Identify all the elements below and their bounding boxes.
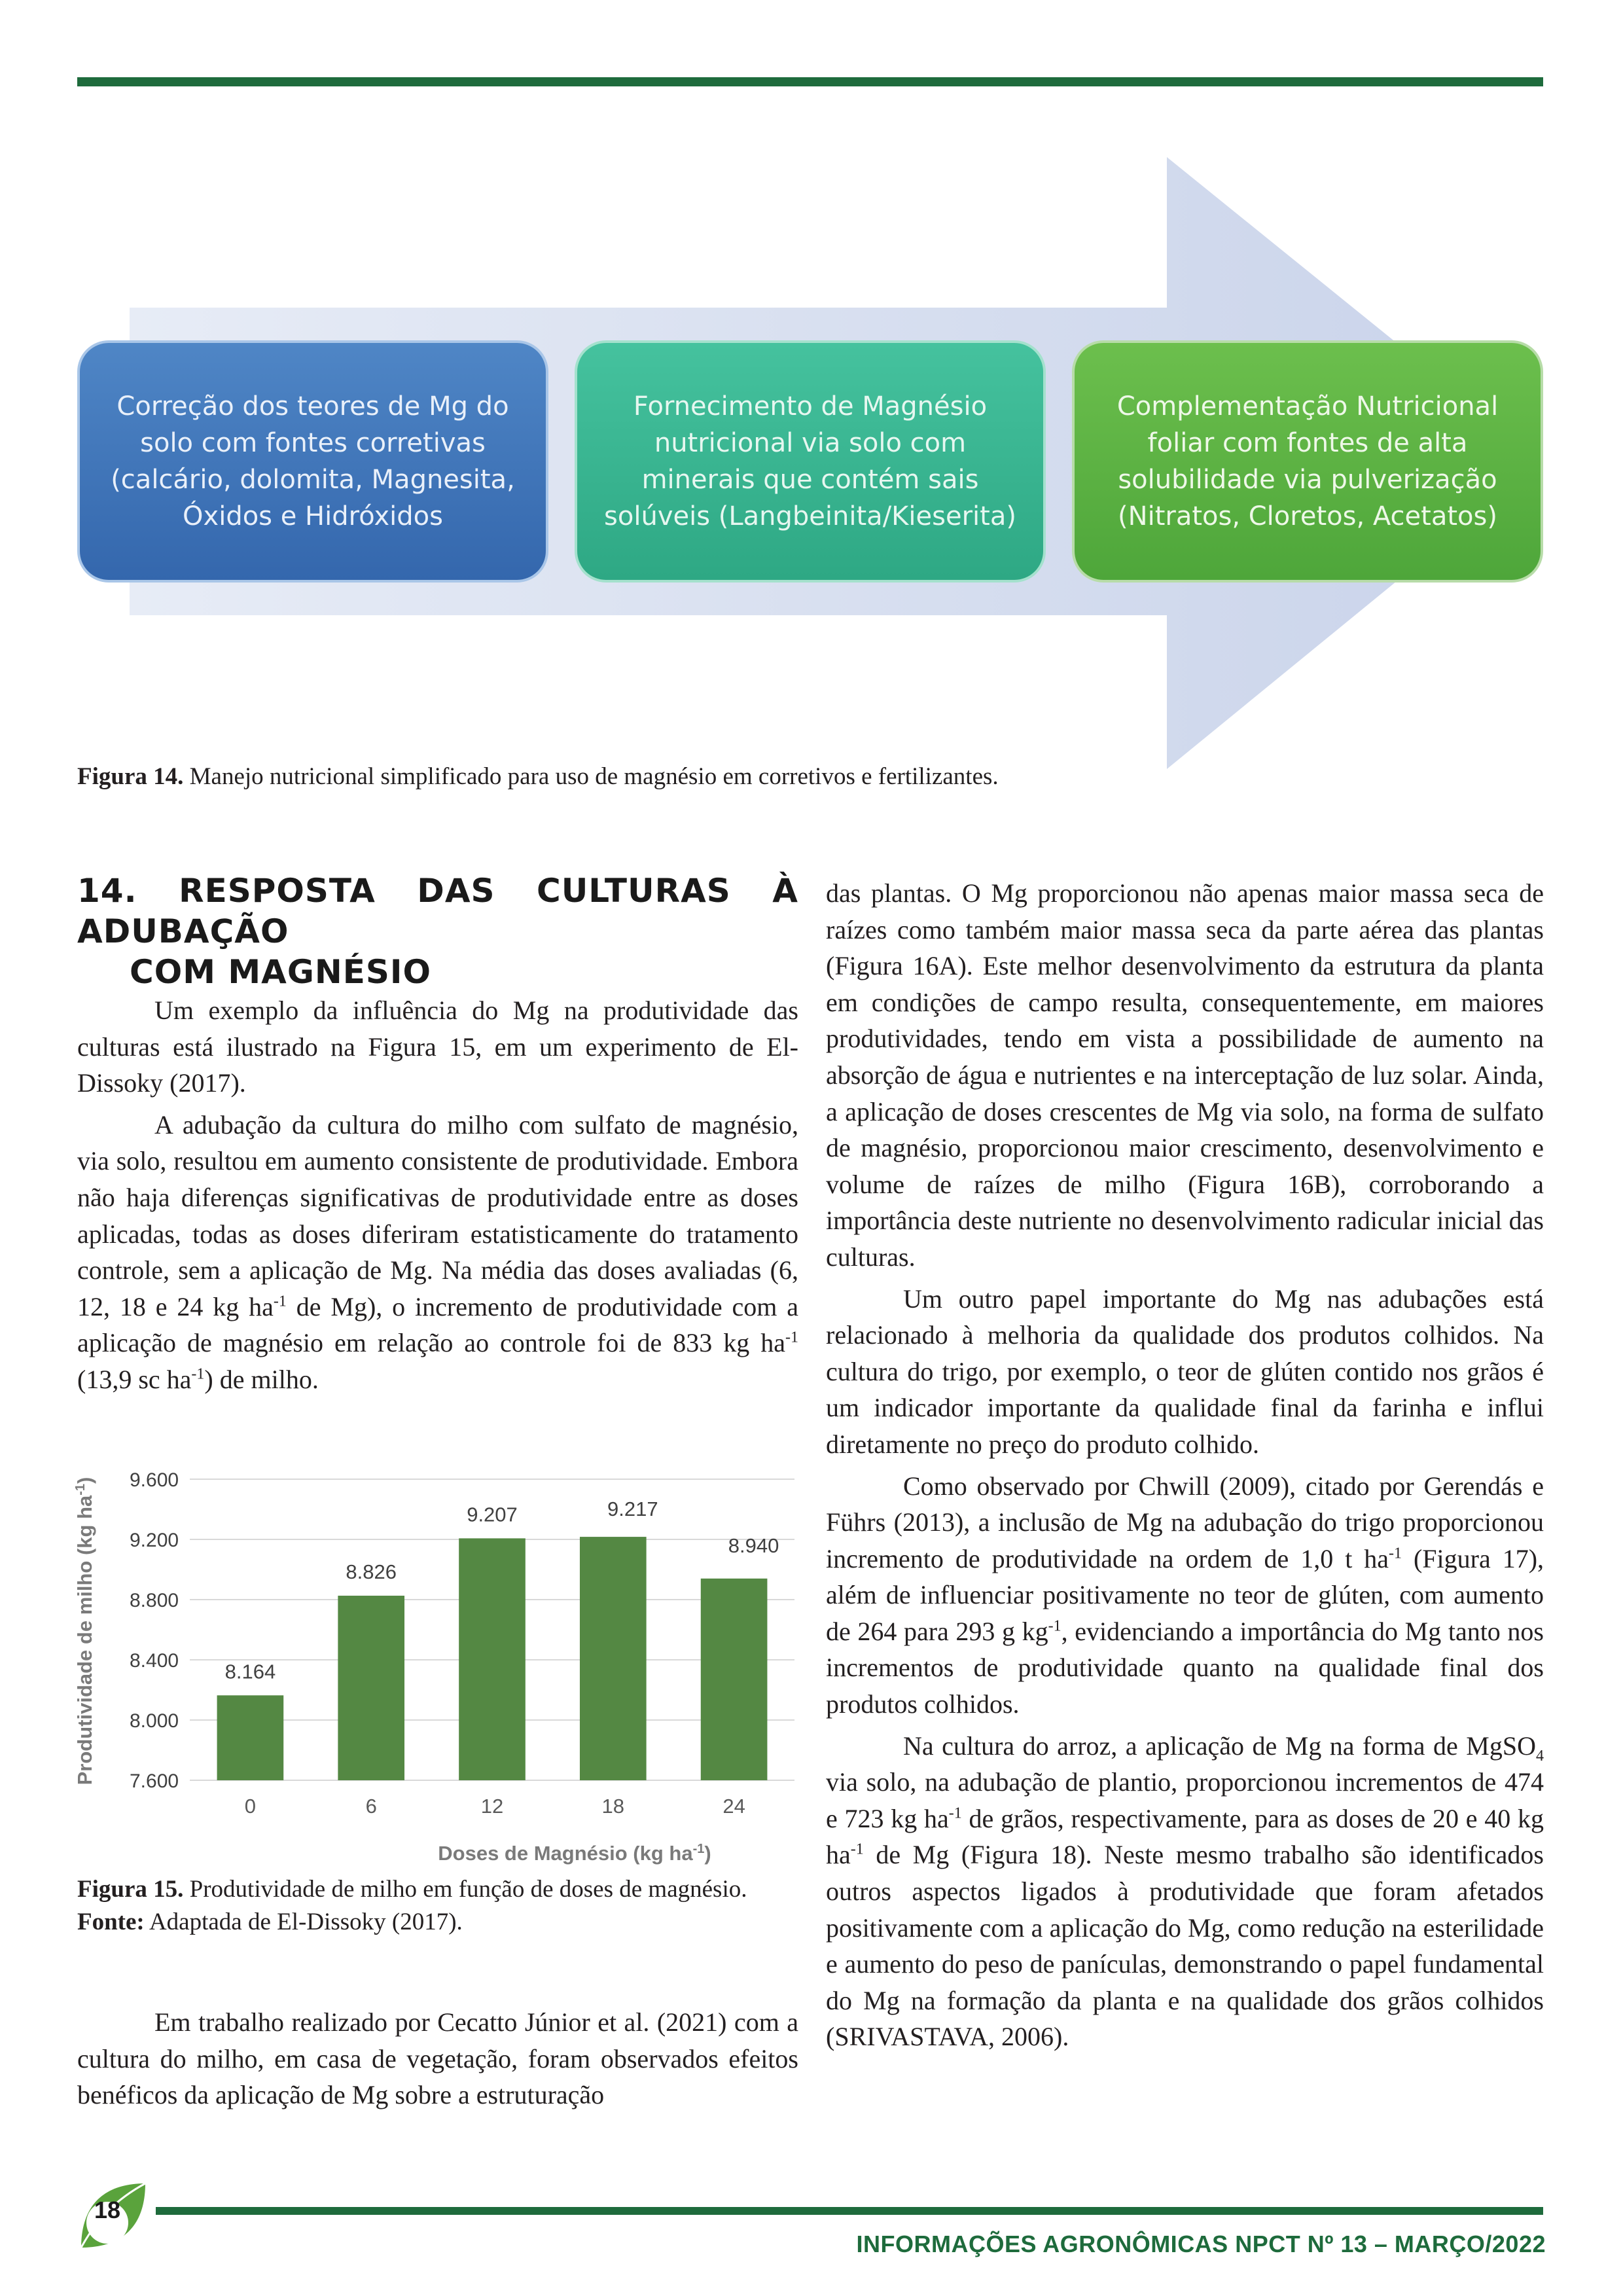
x-axis-title: Doses de Magnésio (kg $ha^{-1}$) — [438, 1842, 711, 1865]
x-tick-label: 12 — [480, 1795, 504, 1818]
bar — [459, 1538, 526, 1780]
data-label: 9.207 — [467, 1503, 518, 1526]
top-rule — [77, 77, 1543, 86]
section-title: 14. RESPOSTA DAS CULTURAS À ADUBAÇÃO COM MAGNÉSIO — [77, 872, 798, 991]
x-tick-label: 0 — [244, 1795, 257, 1818]
x-tick-label: 18 — [601, 1795, 625, 1818]
figure-14-caption: Figura 14. Manejo nutricional simplificado para uso de magnésio em corretivos e fertilizantes. — [77, 763, 999, 790]
paragraph: Um outro papel importante do Mg nas adubações está relacionado à melhoria da qualidade dos produtos colhidos. Na cultura do trigo, por exemplo, o teor de glúten contido nos grãos é um indicador importante da qualidade final da farinha e influi diretamente no preço do produto colhido. — [826, 1283, 1544, 1459]
y-tick-label: 9.200 — [130, 1530, 179, 1551]
paragraph: Um exemplo da influência do Mg na produtividade das culturas está ilustrado na Figura 15, em um experimento de El-Dissoky (2017). — [77, 996, 798, 1098]
y-tick-label: 7.600 — [130, 1770, 179, 1792]
paragraph: A adubação da cultura do milho com sulfato de magnésio, via solo, resultou em aumento consistente de produtividade. Embora não haja diferenças significativas de produtividade entre as doses aplicadas, todas as doses diferiram estatisticamente do tratamento controle, sem a aplicação de Mg. Na média das doses avaliadas (6, 12, 18 e 24 kg $ha^{-1}$ de Mg), o incremento de produtividade com a aplicação de magnésio em relação ao controle foi de 833 kg $ha^{-1}$ (13,9 sc $ha^{-1}$) de milho. — [77, 1109, 798, 1394]
figure-14 — [77, 151, 1543, 772]
step-box-foliar-supplement: Complementação Nutricional foliar com fontes de alta solubilidade via pulverização (Nitratos, Cloretos, Acetatos) — [1072, 340, 1543, 583]
data-label: 8.826 — [346, 1560, 397, 1584]
y-tick-label: 8.400 — [130, 1650, 179, 1672]
bar — [338, 1596, 404, 1780]
x-tick-label: 24 — [722, 1795, 745, 1818]
paragraph: Na cultura do arroz, a aplicação de Mg na forma de MgSO$_4$ via solo, na adubação de plantio, proporcionou incrementos de 474 e 723 kg $ha^{-1}$ de grãos, respectivamente, para as doses de 20 e 40 kg $ha^{-1}$ de Mg (Figura 18). Neste mesmo trabalho são identificados outros aspectos ligados à produtividade que foram afetados positivamente com a aplicação do Mg, como redução na esterilidade e aumento do peso de panículas, demonstrando o papel fundamental do Mg na formação da planta e na qualidade dos grãos colhidos (SRIVASTAVA, 2006). — [826, 1731, 1544, 2052]
paragraph: Como observado por Chwill (2009), citado por Gerendás e Führs (2013), a inclusão de Mg na adubação do trigo proporcionou incremento de produtividade na ordem de 1,0 t $ha^{-1}$ (Figura 17), além de influenciar positivamente no teor de glúten, com aumento de 264 para 293 g $kg^{-1}$, evidenciando a importância do Mg tanto nos incrementos de produtividade quanto na qualidade final dos produtos colhidos. — [826, 1471, 1544, 1719]
figure-15-chart — [73, 1460, 798, 1865]
bar — [217, 1695, 284, 1780]
data-label: 9.217 — [607, 1498, 658, 1521]
footer-rule — [156, 2207, 1543, 2215]
y-axis-title: Produtividade de milho (kg $ha^{-1}$) — [73, 1477, 96, 1785]
x-tick-label: 6 — [365, 1795, 377, 1818]
y-tick-label: 9.600 — [130, 1469, 179, 1491]
data-label: 8.164 — [224, 1660, 276, 1683]
right-column — [826, 875, 1544, 2055]
page-number: 18 — [94, 2197, 121, 2223]
figure-15-caption: Figura 15. Produtividade de milho em função de doses de magnésio. Fonte: Adaptada de El-Dissoky (2017). — [77, 1876, 747, 1935]
y-tick-label: 8.800 — [130, 1590, 179, 1611]
journal-title: INFORMAÇÕES AGRONÔMICAS NPCT Nº 13 – MARÇO/2022 — [856, 2231, 1546, 2257]
y-tick-label: 8.000 — [130, 1710, 179, 1732]
bar — [701, 1579, 768, 1780]
step-box-soil-supply: Fornecimento de Magnésio nutricional via solo com minerais que contém sais solúveis (Langbeinita/Kieserita) — [575, 340, 1046, 583]
data-label: 8.940 — [728, 1534, 779, 1557]
left-column-bottom — [77, 2004, 798, 2113]
paragraph: das plantas. O Mg proporcionou não apenas maior massa seca de raízes como também maior massa seca da parte aérea das plantas (Figura 16A). Este melhor desenvolvimento da estrutura da planta em condições de campo resulta, consequentemente, em maiores produtividades, tendo em vista a possibilidade de aumento na absorção de água e nutrientes e na interceptação de luz solar. Ainda, a aplicação de doses crescentes de Mg via solo, na forma de sulfato de magnésio, proporcionou maior crescimento, desenvolvimento e volume de raízes de milho (Figura 16B), corroborando a importância deste nutriente no desenvolvimento radicular inicial das culturas. — [826, 878, 1544, 1272]
step-box-soil-correction: Correção dos teores de Mg do solo com fontes corretivas (calcário, dolomita, Magnesita, Óxidos e Hidróxidos — [77, 340, 548, 583]
left-column — [77, 870, 798, 1398]
bar — [580, 1537, 647, 1780]
bar-chart — [73, 1460, 798, 1865]
paragraph: Em trabalho realizado por Cecatto Júnior et al. (2021) com a cultura do milho, em casa de vegetação, foram observados efeitos benéficos da aplicação de Mg sobre a estruturação — [77, 2007, 798, 2110]
